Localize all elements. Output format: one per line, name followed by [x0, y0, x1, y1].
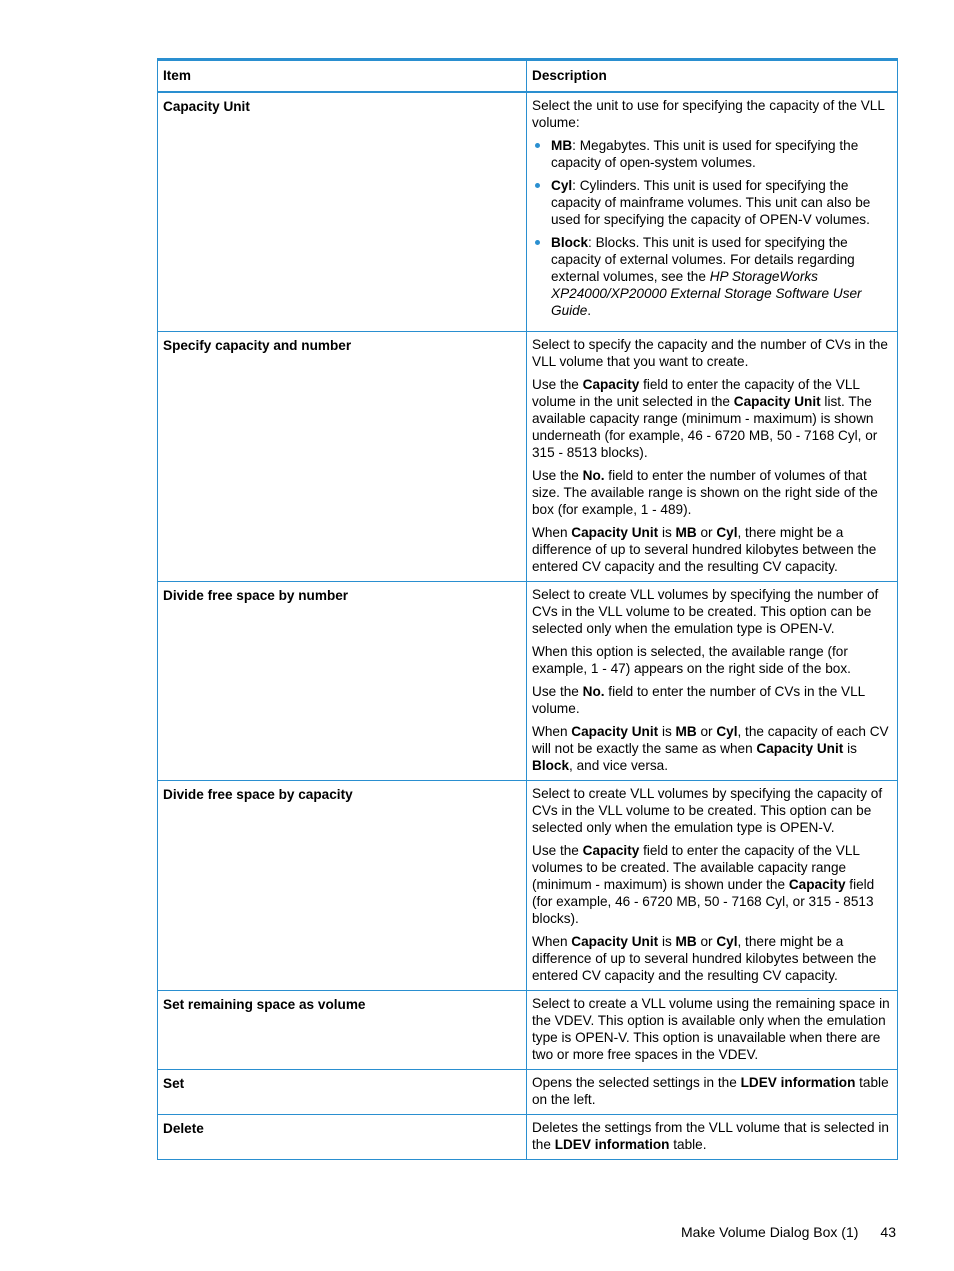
text-run: or [696, 724, 717, 739]
text-run: , there might be a difference of up to several hundred kilobytes between the entered CV capacity and the resulting CV capacity. [532, 934, 877, 983]
description-paragraph [532, 1074, 891, 1108]
text-run: Use the [532, 468, 583, 483]
description-paragraph [532, 97, 891, 131]
text-run: Select to specify the capacity and the number of CVs in the VLL volume that you want to create. [532, 337, 888, 369]
description-paragraph [532, 995, 891, 1063]
bold-term: Block [532, 758, 570, 773]
text-run: field to enter the capacity of the VLL volumes to be created. The available capacity range (minimum - maximum) is shown under the [532, 843, 860, 892]
text-run: is [658, 724, 676, 739]
bold-term: Capacity Unit [571, 934, 659, 949]
bold-term: MB [675, 724, 697, 739]
text-run: Deletes the settings from the VLL volume that is selected in the [532, 1120, 889, 1152]
description-paragraph [532, 785, 891, 836]
text-run: Select to create VLL volumes by specifying the capacity of CVs in the VLL volume to be created. This option can be selected only when the emulation type is OPEN-V. [532, 786, 883, 835]
description-cell [527, 781, 898, 991]
bold-term: MB [675, 525, 697, 540]
italic-title: HP StorageWorks XP24000/XP20000 External Storage Software User Guide [551, 269, 862, 318]
table-row [158, 1070, 898, 1115]
bold-term: No. [582, 684, 605, 699]
list-item [551, 234, 891, 319]
description-paragraph [532, 1119, 891, 1153]
bold-term: Capacity Unit [571, 525, 659, 540]
table-row [158, 92, 898, 332]
description-paragraph [532, 586, 891, 637]
text-run: Opens the selected settings in the [532, 1075, 741, 1090]
table-row [158, 582, 898, 781]
bold-term: MB [551, 138, 573, 153]
description-cell [527, 991, 898, 1070]
description-paragraph [532, 933, 891, 984]
footer-section-title: Make Volume Dialog Box (1) [681, 1224, 859, 1240]
bold-term: LDEV information [740, 1075, 856, 1090]
bold-term: Capacity Unit [733, 394, 821, 409]
description-paragraph [532, 643, 891, 677]
text-run: , and vice versa. [569, 758, 669, 773]
description-cell [527, 332, 898, 582]
text-run: is [658, 934, 676, 949]
table-row [158, 991, 898, 1070]
description-cell [527, 1070, 898, 1115]
text-run: is [658, 525, 676, 540]
page-number: 43 [880, 1224, 896, 1240]
bold-term: Capacity Unit [571, 724, 659, 739]
column-header-item: Item [158, 60, 527, 93]
description-paragraph [532, 336, 891, 370]
text-run: Select the unit to use for specifying the capacity of the VLL volume: [532, 98, 885, 130]
text-run: Select to create a VLL volume using the remaining space in the VDEV. This option is available only when the emulation type is OPEN-V. This option is unavailable when there are two or more free spaces in the VDEV. [532, 996, 890, 1062]
item-cell: Set remaining space as volume [158, 991, 527, 1070]
description-paragraph [532, 376, 891, 461]
text-run: list. The available capacity range (minimum - maximum) is shown underneath (for example, 46 - 6720 MB, 50 - 7168 Cyl, or 315 - 8513 blocks). [532, 394, 878, 460]
text-run: field to enter the number of volumes of that size. The available range is shown on the right side of the box (for example, 1 - 489). [532, 468, 878, 517]
item-cell: Divide free space by number [158, 582, 527, 781]
item-cell: Divide free space by capacity [158, 781, 527, 991]
bullet-list [532, 137, 891, 319]
text-run: Use the [532, 843, 583, 858]
text-run: table. [669, 1137, 707, 1152]
text-run: . [587, 303, 592, 318]
bold-term: LDEV information [554, 1137, 670, 1152]
description-paragraph [532, 723, 891, 774]
item-description-table [157, 58, 898, 1160]
bold-term: Capacity Unit [756, 741, 844, 756]
text-run: When this option is selected, the available range (for example, 1 - 47) appears on the right side of the box. [532, 644, 851, 676]
description-paragraph [532, 467, 891, 518]
text-run: is [843, 741, 857, 756]
text-run: or [696, 525, 717, 540]
text-run: : Cylinders. This unit is used for specifying the capacity of mainframe volumes. This unit can also be used for specifying the capacity of OPEN-V volumes. [551, 178, 871, 227]
item-cell: Capacity Unit [158, 92, 527, 332]
bold-term: Cyl [716, 934, 738, 949]
text-run: table on the left. [532, 1075, 889, 1107]
text-run: Use the [532, 684, 583, 699]
text-run: : Megabytes. This unit is used for specifying the capacity of open-system volumes. [551, 138, 859, 170]
bold-term: Cyl [716, 525, 738, 540]
text-run: When [532, 934, 572, 949]
text-run: Use the [532, 377, 583, 392]
description-paragraph [532, 842, 891, 927]
text-run: When [532, 724, 572, 739]
text-run: , the capacity of each CV will not be exactly the same as when [532, 724, 889, 756]
table-header-row [158, 60, 898, 93]
list-item [551, 137, 891, 171]
description-paragraph [532, 524, 891, 575]
text-run: field to enter the capacity of the VLL volume in the unit selected in the [532, 377, 860, 409]
description-cell [527, 92, 898, 332]
bold-term: Capacity [582, 377, 640, 392]
description-cell [527, 582, 898, 781]
description-paragraph [532, 683, 891, 717]
table-row [158, 781, 898, 991]
table-body [158, 92, 898, 1160]
bold-term: Cyl [551, 178, 573, 193]
item-cell: Specify capacity and number [158, 332, 527, 582]
bold-term: No. [582, 468, 605, 483]
item-cell: Set [158, 1070, 527, 1115]
bold-term: Cyl [716, 724, 738, 739]
description-cell [527, 1115, 898, 1160]
bold-term: MB [675, 934, 697, 949]
text-run: Select to create VLL volumes by specifying the number of CVs in the VLL volume to be created. This option can be selected only when the emulation type is OPEN-V. [532, 587, 879, 636]
bold-term: Block [551, 235, 589, 250]
text-run: field (for example, 46 - 6720 MB, 50 - 7168 Cyl, or 315 - 8513 blocks). [532, 877, 875, 926]
page-footer [681, 1223, 896, 1241]
text-run: : Blocks. This unit is used for specifying the capacity of external volumes. For details regarding external volumes, see the [551, 235, 855, 284]
column-header-description: Description [527, 60, 898, 93]
table-row [158, 1115, 898, 1160]
text-run: field to enter the number of CVs in the VLL volume. [532, 684, 865, 716]
bold-term: Capacity [582, 843, 640, 858]
text-run: When [532, 525, 572, 540]
text-run: or [696, 934, 717, 949]
item-cell: Delete [158, 1115, 527, 1160]
text-run: , there might be a difference of up to several hundred kilobytes between the entered CV capacity and the resulting CV capacity. [532, 525, 877, 574]
list-item [551, 177, 891, 228]
bold-term: Capacity [788, 877, 846, 892]
table-row [158, 332, 898, 582]
